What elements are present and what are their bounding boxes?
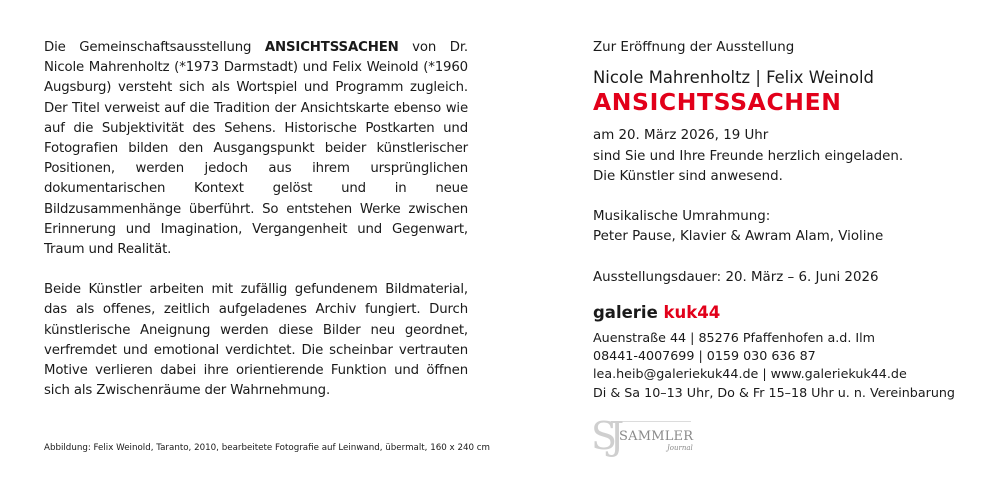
invitation-block: [593, 38, 973, 402]
gallery-email-web[interactable]: lea.heib@galeriekuk44.de | www.galeriekuk44.de: [593, 366, 907, 382]
invitation-intro: Zur Eröffnung der Ausstellung: [593, 40, 795, 55]
sammler-journal-logo: [591, 414, 703, 458]
description-paragraph-2: Beide Künstler arbeiten mit zufällig gefundenem Bildmaterial, das als offenes, zeitlich aufgeladenes Archiv fungiert. Durch künstlerische Aneignung werden diese Bilder neu geordnet, verfremdet und emotional verdichtet. Die scheinbar vertrauten Motive verlieren dabei ihre orientierende Funktion und öffnen sich als Zwischenräume der Wahrnehmung.: [44, 282, 468, 399]
logo-wordmark: SAMMLER: [619, 429, 694, 444]
exhibition-description: [44, 38, 468, 401]
logo-monogram: SJ: [591, 414, 617, 458]
exhibition-duration: Ausstellungsdauer: 20. März – 6. Juni 2026: [593, 269, 879, 285]
gallery-brand: kuk44: [663, 303, 721, 323]
opening-date: am 20. März 2026, 19 Uhr: [593, 128, 769, 144]
gallery-name: [593, 303, 973, 323]
artists-present-note: Die Künstler sind anwesend.: [593, 168, 783, 184]
duration-section: [593, 268, 973, 288]
gallery-phones: 08441-4007699 | 0159 030 636 87: [593, 348, 816, 364]
music-heading: Musikalische Umrahmung:: [593, 209, 771, 225]
gallery-address: Auenstraße 44 | 85276 Pfaffenhofen a.d. Ilm: [593, 330, 876, 346]
artist-names: Nicole Mahrenholtz | Felix Weinold: [593, 68, 874, 88]
gallery-word: galerie: [593, 303, 658, 323]
music-section: [593, 207, 973, 248]
invitation-text: sind Sie und Ihre Freunde herzlich eingeladen.: [593, 148, 904, 164]
exhibition-title: ANSICHTSSACHEN: [593, 88, 842, 117]
logo-rule: [619, 421, 691, 425]
music-performers: Peter Pause, Klavier & Awram Alam, Violine: [593, 229, 884, 245]
gallery-contact: [593, 329, 973, 402]
logo-subtitle: Journal: [667, 444, 693, 452]
image-caption: Abbildung: Felix Weinold, Taranto, 2010, bearbeitete Fotografie auf Leinwand, übermalt, 160 x 240 cm: [44, 443, 491, 453]
paragraph-1-intro: Die Gemeinschaftsausstellung: [44, 40, 265, 55]
paragraph-1-body: von Dr. Nicole Mahrenholtz (*1973 Darmstadt) und Felix Weinold (*1960 Augsburg) versteht sich als Wortspiel und Programm zugleich. Der Titel verweist auf die Tradition der Ansichtskarte ebenso wie auf die Subjektivität des Sehens. Historische Postkarten und Fotografien bilden den Ausgangspunkt beider künstlerischer Positionen, werden jedoch aus ihrem ursprünglichen dokumentarischen Kontext gelöst und in neue Bildzusammenhänge überführt. So entstehen Werke zwischen Erinnerung und Imagination, Vergangenheit und Gegenwart, Traum und Realität.: [44, 40, 468, 258]
description-paragraph-1: [44, 38, 468, 260]
gallery-opening-hours: Di & Sa 10–13 Uhr, Do & Fr 15–18 Uhr u. n. Vereinbarung: [593, 384, 955, 400]
exhibition-name-inline: ANSICHTSSACHEN: [264, 40, 399, 55]
